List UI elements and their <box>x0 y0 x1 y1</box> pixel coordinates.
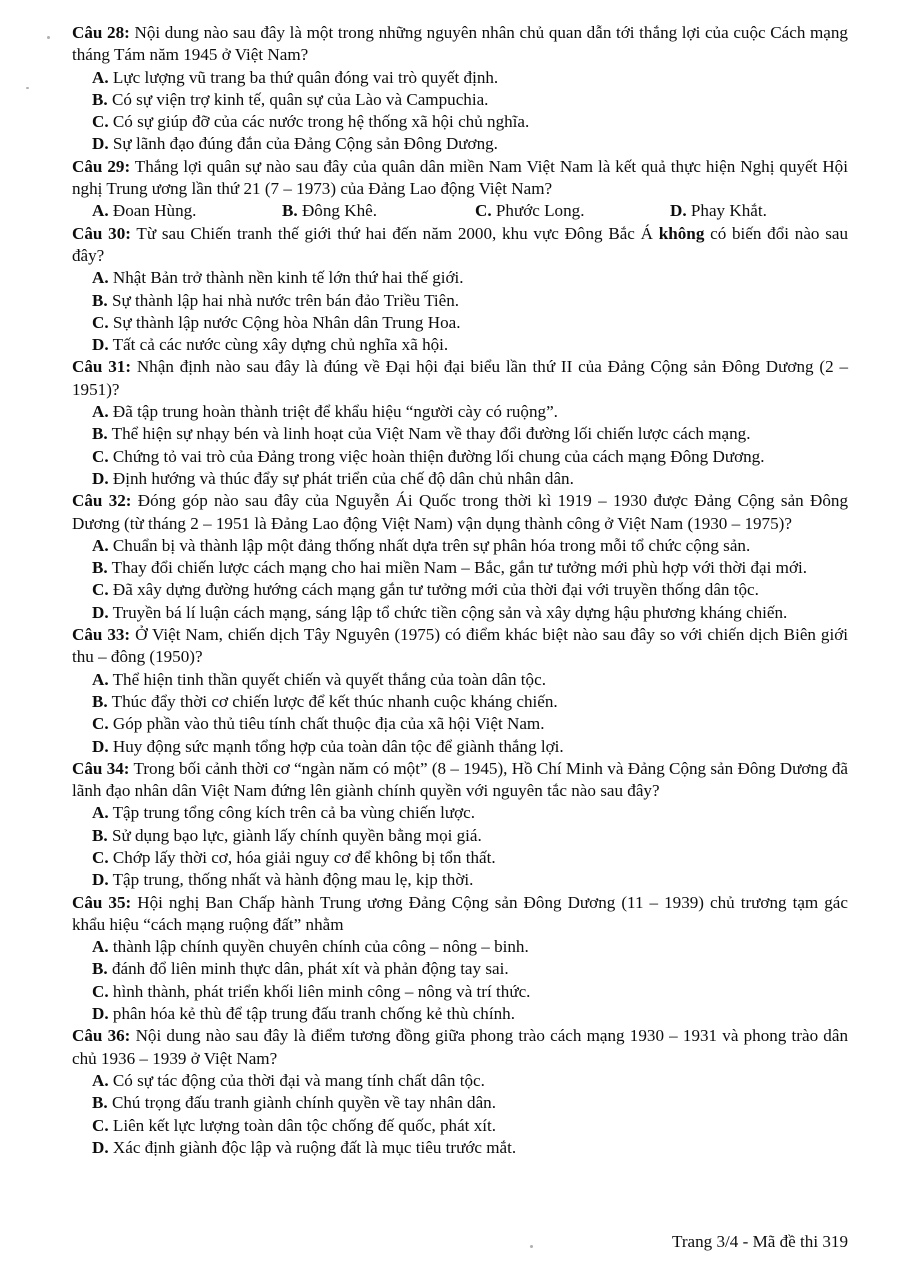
answer-option-letter: D. <box>92 1137 109 1157</box>
answer-option-letter: C. <box>92 312 109 332</box>
answer-option-letter: B. <box>282 201 298 221</box>
answer-option-list <box>72 1070 848 1159</box>
answer-option-letter: C. <box>92 847 109 867</box>
answer-option[interactable] <box>72 669 848 691</box>
question-stem <box>72 356 848 401</box>
scan-speck-icon <box>26 87 29 89</box>
answer-option-letter: A. <box>92 803 109 823</box>
answer-option-letter: C. <box>92 112 109 132</box>
answer-option-text: Sử dụng bạo lực, giành lấy chính quyền bằng mọi giá. <box>107 825 482 845</box>
answer-option-list <box>72 267 848 356</box>
answer-option[interactable] <box>72 267 848 289</box>
answer-option-letter: D. <box>670 201 687 221</box>
answer-option[interactable] <box>72 111 848 133</box>
question-block <box>72 758 848 892</box>
answer-option-text: Thể hiện tinh thần quyết chiến và quyết thắng của toàn dân tộc. <box>108 669 546 689</box>
answer-option-text: Có sự viện trợ kinh tế, quân sự của Lào và Campuchia. <box>107 89 489 109</box>
answer-option[interactable] <box>72 334 848 356</box>
answer-option-text: Chớp lấy thời cơ, hóa giải nguy cơ để không bị tổn thất. <box>108 847 496 867</box>
answer-option[interactable] <box>72 847 848 869</box>
question-block <box>72 892 848 1026</box>
page-footer: Trang 3/4 - Mã đề thi 319 <box>672 1232 848 1251</box>
answer-option[interactable] <box>72 981 848 1003</box>
question-stem <box>72 22 848 67</box>
question-list <box>72 22 848 1159</box>
question-text: Thắng lợi quân sự nào sau đây của quân dân miền Nam Việt Nam là kết quả thực hiện Nghị quyết Hội nghị Trung ương lần thứ 21 (7 – 1973) của Đảng Lao động Việt Nam? <box>72 156 848 199</box>
answer-option-letter: A. <box>92 402 109 422</box>
answer-option-text: đánh đổ liên minh thực dân, phát xít và phản động tay sai. <box>107 959 509 979</box>
answer-option-letter: B. <box>92 290 108 310</box>
question-number: Câu 30: <box>72 223 131 243</box>
answer-option-letter: C. <box>92 714 109 734</box>
question-block <box>72 624 848 758</box>
answer-option-text: Có sự giúp đỡ của các nước trong hệ thống xã hội chủ nghĩa. <box>108 112 530 132</box>
answer-option-letter: A. <box>92 535 109 555</box>
answer-option-letter: D. <box>92 335 109 355</box>
question-stem <box>72 490 848 535</box>
question-text: Trong bối cảnh thời cơ “ngàn năm có một” (8 – 1945), Hồ Chí Minh và Đảng Cộng sản Đông Dương đã lãnh đạo nhân dân Việt Nam đứng lên giành chính quyền với nguyên tắc nào sau đây? <box>72 758 848 801</box>
question-text: Từ sau Chiến tranh thế giới thứ hai đến năm 2000, khu vực Đông Bắc Á <box>130 223 659 243</box>
answer-option[interactable] <box>72 869 848 891</box>
answer-option-text: Chuẩn bị và thành lập một đảng thống nhất dựa trên sự phân hóa trong mỗi tổ chức cộng sản. <box>108 535 751 555</box>
answer-option-text: Đã xây dựng đường hướng cách mạng gắn tư tưởng mới của thời đại với truyền thống dân tộc. <box>108 580 759 600</box>
answer-option[interactable] <box>72 936 848 958</box>
question-number: Câu 32: <box>72 491 132 511</box>
answer-option-row <box>72 200 848 222</box>
answer-option-letter: D. <box>92 602 109 622</box>
answer-option-list <box>72 67 848 156</box>
question-text: Nội dung nào sau đây là một trong những nguyên nhân chủ quan dẫn tới thắng lợi của cuộc Cách mạng tháng Tám năm 1945 ở Việt Nam? <box>72 23 848 65</box>
question-text: Hội nghị Ban Chấp hành Trung ương Đảng Cộng sản Đông Dương (11 – 1939) chủ trương tạm gác khẩu hiệu “cách mạng ruộng đất” nhằm <box>72 892 848 934</box>
question-stem <box>72 758 848 803</box>
answer-option-letter: D. <box>92 468 109 488</box>
answer-option[interactable] <box>475 200 584 222</box>
answer-option-text: hình thành, phát triển khối liên minh công – nông và trí thức. <box>108 981 531 1001</box>
question-number: Câu 31: <box>72 357 132 377</box>
answer-option[interactable] <box>72 1137 848 1159</box>
answer-option-text: Định hướng và thúc đẩy sự phát triển của chế độ dân chủ nhân dân. <box>108 468 574 488</box>
answer-option[interactable] <box>72 802 848 824</box>
answer-option-letter: C. <box>475 201 492 221</box>
answer-option[interactable] <box>72 1070 848 1092</box>
answer-option[interactable] <box>72 446 848 468</box>
answer-option[interactable] <box>72 401 848 423</box>
scan-speck-icon <box>47 36 50 39</box>
answer-option-letter: B. <box>92 959 108 979</box>
answer-option-text: Lực lượng vũ trang ba thứ quân đóng vai trò quyết định. <box>108 67 499 87</box>
answer-option-text: Chú trọng đấu tranh giành chính quyền về tay nhân dân. <box>107 1093 497 1113</box>
question-stem <box>72 892 848 937</box>
answer-option-text: Đã tập trung hoàn thành triệt để khẩu hiệu “người cày có ruộng”. <box>108 402 558 422</box>
answer-option-letter: C. <box>92 580 109 600</box>
answer-option-letter: A. <box>92 67 109 87</box>
answer-option-letter: B. <box>92 558 108 578</box>
answer-option[interactable] <box>72 579 848 601</box>
answer-option-letter: B. <box>92 691 108 711</box>
question-block <box>72 156 848 223</box>
question-text-emphasis: không <box>658 223 705 243</box>
answer-option[interactable] <box>670 200 767 222</box>
answer-option[interactable] <box>72 468 848 490</box>
answer-option-text: Liên kết lực lượng toàn dân tộc chống đế quốc, phát xít. <box>108 1115 497 1135</box>
answer-option-letter: A. <box>92 201 109 221</box>
answer-option[interactable] <box>72 535 848 557</box>
answer-option-text: phân hóa kẻ thù để tập trung đấu tranh chống kẻ thù chính. <box>108 1004 515 1024</box>
answer-option-letter: B. <box>92 424 108 444</box>
answer-option-text: Nhật Bản trở thành nền kinh tế lớn thứ hai thế giới. <box>108 268 464 288</box>
question-stem <box>72 223 848 268</box>
answer-option-text: Tất cả các nước cùng xây dựng chủ nghĩa xã hội. <box>108 335 449 355</box>
question-block <box>72 22 848 156</box>
answer-option-letter: A. <box>92 937 109 957</box>
answer-option-letter: B. <box>92 825 108 845</box>
answer-option[interactable] <box>72 67 848 89</box>
question-number: Câu 36: <box>72 1026 131 1046</box>
answer-option-text: Đông Khê. <box>297 201 377 221</box>
answer-option-text: Huy động sức mạnh tổng hợp của toàn dân tộc để giành thắng lợi. <box>108 736 564 756</box>
question-text: Ở Việt Nam, chiến dịch Tây Nguyên (1975) có điểm khác biệt nào sau đây so với chiến dịch Biên giới thu – đông (1950)? <box>72 625 848 667</box>
question-text: Đóng góp nào sau đây của Nguyễn Ái Quốc trong thời kì 1919 – 1930 được Đảng Cộng sản Đông Dương (từ tháng 2 – 1951 là Đảng Lao động Việt Nam) vận dụng thành công ở Việt Nam (1930 – 1975)? <box>72 491 848 533</box>
question-stem <box>72 1025 848 1070</box>
answer-option[interactable] <box>72 1003 848 1025</box>
question-text: Nội dung nào sau đây là điểm tương đồng giữa phong trào cách mạng 1930 – 1931 và phong trào dân chủ 1936 – 1939 ở Việt Nam? <box>72 1026 848 1068</box>
question-number: Câu 29: <box>72 156 131 176</box>
answer-option-letter: D. <box>92 736 109 756</box>
answer-option-list <box>72 401 848 490</box>
question-block <box>72 223 848 357</box>
answer-option-letter: A. <box>92 268 109 288</box>
answer-option-letter: C. <box>92 1115 109 1135</box>
answer-option-text: Phước Long. <box>491 201 585 221</box>
answer-option-text: Phay Khắt. <box>686 201 767 221</box>
answer-option-letter: B. <box>92 1093 108 1113</box>
answer-option-text: Sự thành lập nước Cộng hòa Nhân dân Trung Hoa. <box>108 312 461 332</box>
answer-option-text: Đoan Hùng. <box>108 201 197 221</box>
answer-option[interactable] <box>72 1115 848 1137</box>
answer-option[interactable] <box>72 290 848 312</box>
answer-option[interactable] <box>72 602 848 624</box>
answer-option-text: Tập trung tổng công kích trên cả ba vùng chiến lược. <box>108 803 476 823</box>
answer-option[interactable] <box>72 557 848 579</box>
answer-option[interactable] <box>72 713 848 735</box>
answer-option[interactable] <box>72 423 848 445</box>
answer-option-text: Chứng tỏ vai trò của Đảng trong việc hoàn thiện đường lối chung của cách mạng Đông Dương. <box>108 446 765 466</box>
answer-option-text: Xác định giành độc lập và ruộng đất là mục tiêu trước mắt. <box>108 1137 517 1157</box>
question-stem <box>72 156 848 201</box>
answer-option-text: Sự thành lập hai nhà nước trên bán đảo Triều Tiên. <box>107 290 460 310</box>
answer-option-text: Thay đổi chiến lược cách mạng cho hai miền Nam – Bắc, gắn tư tưởng mới phù hợp với thời đại mới. <box>107 558 808 578</box>
answer-option[interactable] <box>72 89 848 111</box>
answer-option-text: Truyền bá lí luận cách mạng, sáng lập tổ chức tiền cộng sản và xây dựng hậu phương kháng chiến. <box>108 602 788 622</box>
answer-option-list <box>72 535 848 624</box>
question-text: Nhận định nào sau đây là đúng về Đại hội đại biểu lần thứ II của Đảng Cộng sản Đông Dương (2 – 1951)? <box>72 357 848 399</box>
answer-option[interactable] <box>92 200 196 222</box>
question-number: Câu 28: <box>72 23 130 42</box>
answer-option[interactable] <box>72 133 848 155</box>
scan-speck-icon <box>530 1245 533 1248</box>
question-block <box>72 490 848 624</box>
answer-option-letter: A. <box>92 1070 109 1090</box>
question-number: Câu 35: <box>72 892 132 912</box>
answer-option-letter: C. <box>92 446 109 466</box>
answer-option[interactable] <box>72 736 848 758</box>
answer-option-text: Thể hiện sự nhạy bén và linh hoạt của Việt Nam về thay đổi đường lối chiến lược cách mạng. <box>107 424 751 444</box>
answer-option-letter: D. <box>92 134 109 154</box>
answer-option-text: thành lập chính quyền chuyên chính của công – nông – binh. <box>108 937 529 957</box>
answer-option-letter: C. <box>92 981 109 1001</box>
answer-option-letter: A. <box>92 669 109 689</box>
answer-option-text: Thúc đẩy thời cơ chiến lược để kết thúc nhanh cuộc kháng chiến. <box>107 691 558 711</box>
answer-option[interactable] <box>282 200 377 222</box>
question-block <box>72 356 848 490</box>
answer-option-letter: D. <box>92 870 109 890</box>
answer-option[interactable] <box>72 958 848 980</box>
answer-option[interactable] <box>72 825 848 847</box>
answer-option[interactable] <box>72 1092 848 1114</box>
question-stem <box>72 624 848 669</box>
answer-option-letter: D. <box>92 1004 109 1024</box>
question-number: Câu 34: <box>72 758 130 778</box>
answer-option-text: Góp phần vào thủ tiêu tính chất thuộc địa của xã hội Việt Nam. <box>108 714 545 734</box>
answer-option-list <box>72 936 848 1025</box>
question-number: Câu 33: <box>72 625 131 645</box>
answer-option[interactable] <box>72 691 848 713</box>
question-text-tail: có biến đổi nào sau đây? <box>72 223 848 265</box>
answer-option-list <box>72 802 848 891</box>
answer-option-letter: B. <box>92 89 108 109</box>
answer-option-text: Tập trung, thống nhất và hành động mau lẹ, kịp thời. <box>108 870 474 890</box>
question-block <box>72 1025 848 1159</box>
answer-option[interactable] <box>72 312 848 334</box>
answer-option-text: Sự lãnh đạo đúng đắn của Đảng Cộng sản Đông Dương. <box>108 134 498 154</box>
answer-option-text: Có sự tác động của thời đại và mang tính chất dân tộc. <box>108 1070 485 1090</box>
answer-option-list <box>72 669 848 758</box>
